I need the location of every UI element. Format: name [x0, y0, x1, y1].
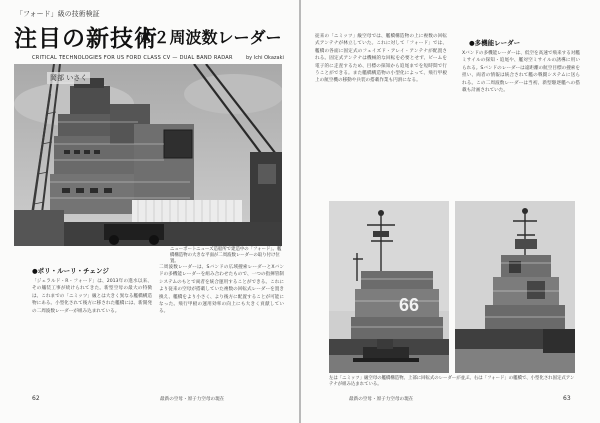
nimitz-island-photo [329, 201, 449, 373]
page-number: 63 [563, 395, 571, 402]
article-kicker: 「フォード」級の技術検証 [16, 10, 100, 18]
photo-caption: 左は「ニミッツ」級空母の艦橋構造物。上部に回転式のレーダーが並ぶ。右は「フォード」の艦橋で、小型化され固定式アンテナが組み込まれている。 [329, 376, 575, 387]
left-page [0, 0, 299, 423]
running-footer: 最新の空母・原子力空母の現在 [349, 397, 414, 402]
byline: by Ichi Okazaki [246, 55, 284, 61]
photo-caption: ニューポートニューズ造船所で建造中の「フォード」。艦橋構造物の大きな平面が二周波数レーダーの取り付け位置。 [170, 247, 282, 264]
article-title: 注目の新技術 [14, 26, 158, 52]
body-column-2: 二周波数レーダーは、Sバンドの広域捜索レーダーとXバンドの多機能レーダーを組み合わせたもので、一つの指揮管制システムのもとで両者を統合運用することができる。これにより従来の空母が搭載していた複数の回転式レーダーを置き換え、艦橋をより小さく、より後方に配置することが可能になった。飛行甲板の運用効率の向上にも大きく貢献している。 [159, 265, 284, 315]
right-page [301, 0, 600, 423]
running-footer: 最新の空母・原子力空母の現在 [160, 397, 225, 402]
body-column-1: 従来の「ニミッツ」級空母では、艦橋構造物の上に複数の回転式アンテナが林立していた。これに対して「フォード」では、艦橋の各面に固定式のフェイズド・アレイ・アンテナが配置される。固定式アンテナは機械的な回転を必要とせず、ビームを電子的に走査するため、目標の探知から追尾までを短時間で行うことができる。また艦橋構造物の小型化によって、飛行甲板上の航空機の移動や兵装の搭載作業も円滑になる。 [315, 34, 447, 84]
article-subtitle: ①２周波数レーダー [140, 28, 282, 47]
body-column-2: Xバンドの多機能レーダーは、低空を高速で飛来する対艦ミサイルの探知・追尾や、艦対空ミサイルの誘導に用いられる。Sバンドのレーダーは遠距離の航空目標の捜索を担い、両者の情報は統合されて艦の戦闘システムに送られる。この二周波数レーダーは当初、新型駆逐艦への搭載も計画されていた。 [462, 51, 580, 94]
ford-island-photo [14, 64, 282, 246]
ford-island-photo [455, 201, 575, 373]
section-heading: ●ポリ・ルーリ・チェンジ [32, 267, 109, 275]
body-column-1: 「ジェラルド・R・フォード」は、2013年の進水以来、その艤装工事が続けられてきた。新型空母の最大の特徴は、これまでの「ニミッツ」級とは大きく異なる艦橋構造物にある。小型化されて後方に移された艦橋には、新開発の二周波数レーダーが組み込まれている。 [32, 279, 152, 314]
page-number: 62 [32, 395, 40, 402]
hull-number: 66 [398, 295, 420, 315]
english-subtitle: CRITICAL TECHNOLOGIES FOR US FORD CLASS CV — DUAL BAND RADAR [32, 55, 233, 61]
section-heading: ●多機能レーダー [469, 39, 521, 47]
author-name-tag: 岡部 いさく [47, 72, 90, 84]
